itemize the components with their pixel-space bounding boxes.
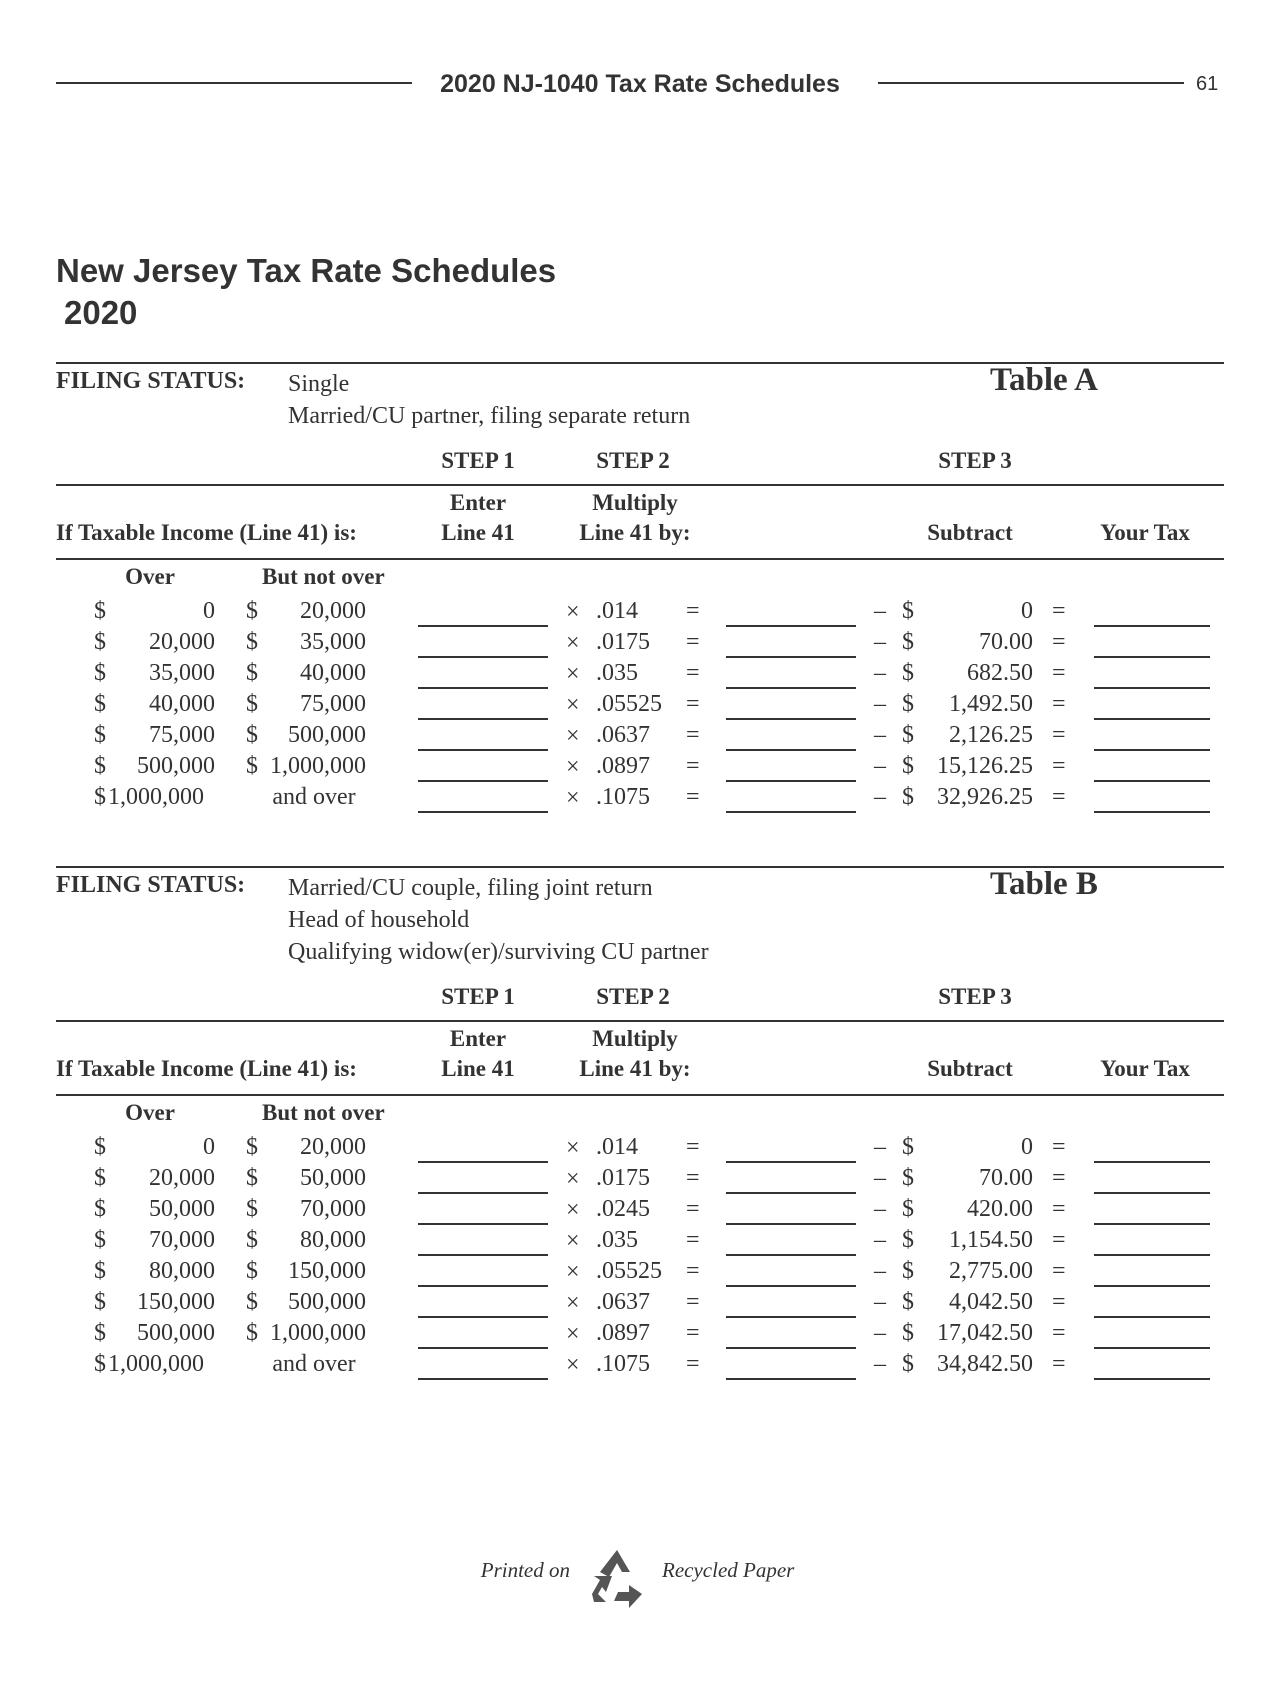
equals-sign: = <box>1052 1320 1066 1346</box>
subtract-header: Subtract <box>927 520 1013 545</box>
over-amount: 500,000 <box>137 753 215 779</box>
subtract-amount: 2,775.00 <box>949 1258 1033 1284</box>
times-sign: × <box>566 661 580 687</box>
product-blank <box>726 625 856 627</box>
line41-entry-blank <box>418 1161 548 1163</box>
times-sign: × <box>566 692 580 718</box>
product-blank <box>726 656 856 658</box>
product-blank <box>726 1285 856 1287</box>
subtract-amount: 70.00 <box>979 629 1033 655</box>
product-blank <box>726 1378 856 1380</box>
equals-sign: = <box>1052 1227 1066 1253</box>
equals-sign: = <box>686 629 700 655</box>
taxable-income-header: If Taxable Income (Line 41) is: <box>56 1056 357 1081</box>
minus-sign: – <box>874 1258 886 1284</box>
line41-entry-blank <box>418 811 548 813</box>
times-sign: × <box>566 1259 580 1285</box>
times-sign: × <box>566 754 580 780</box>
over-amount: 1,000,000 <box>108 1351 204 1377</box>
subtract-amount: 682.50 <box>967 660 1033 686</box>
product-blank <box>726 1161 856 1163</box>
equals-sign: = <box>686 598 700 624</box>
subtract-amount: 2,126.25 <box>949 722 1033 748</box>
step-rule <box>56 1020 1224 1022</box>
over-amount: 70,000 <box>149 1227 215 1253</box>
equals-sign: = <box>1052 598 1066 624</box>
table-row <box>0 1134 1280 1165</box>
line41-by-header: Line 41 by: <box>579 1056 691 1081</box>
over-dollar: $ <box>94 660 106 686</box>
subtract-dollar: $ <box>902 784 914 810</box>
not-over-dollar: $ <box>246 753 258 779</box>
over-amount: 20,000 <box>149 629 215 655</box>
times-sign: × <box>566 1166 580 1192</box>
but-not-over-header: But not over <box>262 564 385 589</box>
table-b-section <box>0 866 1280 1406</box>
table-row <box>0 1289 1280 1320</box>
over-dollar: $ <box>94 1227 106 1253</box>
over-amount: 35,000 <box>149 660 215 686</box>
footer-recycled-paper: Recycled Paper <box>662 1558 795 1582</box>
rate-value: .1075 <box>596 784 650 810</box>
over-dollar: $ <box>94 1258 106 1284</box>
minus-sign: – <box>874 1289 886 1315</box>
your-tax-blank <box>1094 780 1210 782</box>
minus-sign: – <box>874 629 886 655</box>
line41-entry-blank <box>418 718 548 720</box>
not-over-dollar: $ <box>246 629 258 655</box>
over-amount: 20,000 <box>149 1165 215 1191</box>
table-name: Table A <box>990 362 1098 398</box>
rate-value: .014 <box>596 1134 638 1160</box>
line41-header: Line 41 <box>441 1056 515 1081</box>
table-row <box>0 1196 1280 1227</box>
over-header: Over <box>125 564 175 589</box>
table-row <box>0 1227 1280 1258</box>
your-tax-blank <box>1094 718 1210 720</box>
not-over-amount: 75,000 <box>300 691 366 717</box>
subtract-amount: 0 <box>1021 1134 1033 1160</box>
product-blank <box>726 1347 856 1349</box>
line41-entry-blank <box>418 1316 548 1318</box>
not-over-dollar: $ <box>246 1227 258 1253</box>
over-amount: 1,000,000 <box>108 784 204 810</box>
table-row <box>0 691 1280 722</box>
equals-sign: = <box>686 1165 700 1191</box>
times-sign: × <box>566 723 580 749</box>
multiply-header: Multiply <box>592 490 678 515</box>
enter-header: Enter <box>449 490 507 515</box>
not-over-amount: 35,000 <box>300 629 366 655</box>
running-header-title: 2020 NJ-1040 Tax Rate Schedules <box>440 70 840 98</box>
table-row <box>0 1258 1280 1289</box>
subtract-dollar: $ <box>902 753 914 779</box>
equals-sign: = <box>686 691 700 717</box>
your-tax-blank <box>1094 656 1210 658</box>
product-blank <box>726 1223 856 1225</box>
table-row <box>0 1320 1280 1351</box>
over-dollar: $ <box>94 722 106 748</box>
your-tax-blank <box>1094 1223 1210 1225</box>
over-dollar: $ <box>94 598 106 624</box>
over-amount: 500,000 <box>137 1320 215 1346</box>
product-blank <box>726 749 856 751</box>
subtract-amount: 17,042.50 <box>937 1320 1033 1346</box>
not-over-amount: 1,000,000 <box>270 753 366 779</box>
over-amount: 80,000 <box>149 1258 215 1284</box>
equals-sign: = <box>686 1196 700 1222</box>
minus-sign: – <box>874 660 886 686</box>
not-over-amount: 80,000 <box>300 1227 366 1253</box>
product-blank <box>726 811 856 813</box>
equals-sign: = <box>1052 722 1066 748</box>
your-tax-blank <box>1094 1378 1210 1380</box>
not-over-dollar: $ <box>246 598 258 624</box>
equals-sign: = <box>1052 1134 1066 1160</box>
step1-header: STEP 1 <box>441 448 515 473</box>
equals-sign: = <box>686 1134 700 1160</box>
subtract-dollar: $ <box>902 1227 914 1253</box>
equals-sign: = <box>1052 1289 1066 1315</box>
table-row <box>0 1351 1280 1382</box>
multiply-header: Multiply <box>592 1026 678 1051</box>
enter-header: Enter <box>449 1026 507 1051</box>
subtract-amount: 32,926.25 <box>937 784 1033 810</box>
equals-sign: = <box>1052 1258 1066 1284</box>
equals-sign: = <box>1052 784 1066 810</box>
step2-header: STEP 2 <box>596 984 670 1009</box>
header-rule-right <box>878 82 1184 84</box>
table-row <box>0 784 1280 815</box>
minus-sign: – <box>874 1134 886 1160</box>
over-dollar: $ <box>94 1351 106 1377</box>
step-rule <box>56 484 1224 486</box>
table-row <box>0 1165 1280 1196</box>
subtract-dollar: $ <box>902 1320 914 1346</box>
not-over-amount: and over <box>272 784 356 810</box>
table-name: Table B <box>990 866 1098 902</box>
filing-status-list <box>288 368 690 432</box>
over-dollar: $ <box>94 629 106 655</box>
equals-sign: = <box>1052 1351 1066 1377</box>
times-sign: × <box>566 1135 580 1161</box>
times-sign: × <box>566 1321 580 1347</box>
not-over-dollar: $ <box>246 722 258 748</box>
rate-value: .0637 <box>596 722 650 748</box>
not-over-amount: 40,000 <box>300 660 366 686</box>
your-tax-header: Your Tax <box>1100 1056 1190 1081</box>
table-row <box>0 660 1280 691</box>
filing-status-value: Head of household <box>288 907 470 933</box>
not-over-dollar: $ <box>246 1320 258 1346</box>
filing-status-value: Married/CU partner, filing separate return <box>288 403 691 429</box>
rate-value: .0897 <box>596 753 650 779</box>
line41-entry-blank <box>418 625 548 627</box>
line41-entry-blank <box>418 656 548 658</box>
your-tax-blank <box>1094 625 1210 627</box>
equals-sign: = <box>686 784 700 810</box>
your-tax-blank <box>1094 1161 1210 1163</box>
over-amount: 75,000 <box>149 722 215 748</box>
product-blank <box>726 1192 856 1194</box>
equals-sign: = <box>1052 660 1066 686</box>
step3-header: STEP 3 <box>938 984 1012 1009</box>
minus-sign: – <box>874 1227 886 1253</box>
subtract-amount: 0 <box>1021 598 1033 624</box>
filing-status-list <box>288 872 709 968</box>
rate-value: .0175 <box>596 629 650 655</box>
rate-value: .0637 <box>596 1289 650 1315</box>
line41-entry-blank <box>418 749 548 751</box>
line41-entry-blank <box>418 687 548 689</box>
subtract-header: Subtract <box>927 1056 1013 1081</box>
subtract-amount: 1,154.50 <box>949 1227 1033 1253</box>
times-sign: × <box>566 1197 580 1223</box>
subtract-amount: 1,492.50 <box>949 691 1033 717</box>
over-dollar: $ <box>94 1134 106 1160</box>
not-over-dollar: $ <box>246 1196 258 1222</box>
line41-header: Line 41 <box>441 520 515 545</box>
equals-sign: = <box>686 722 700 748</box>
subtract-amount: 70.00 <box>979 1165 1033 1191</box>
line41-entry-blank <box>418 1285 548 1287</box>
line41-entry-blank <box>418 1254 548 1256</box>
equals-sign: = <box>686 1227 700 1253</box>
equals-sign: = <box>1052 753 1066 779</box>
subtract-dollar: $ <box>902 1134 914 1160</box>
times-sign: × <box>566 630 580 656</box>
not-over-dollar: $ <box>246 1289 258 1315</box>
step2-header: STEP 2 <box>596 448 670 473</box>
subtract-dollar: $ <box>902 1196 914 1222</box>
column-header-rule <box>56 1094 1224 1096</box>
rate-value: .014 <box>596 598 638 624</box>
minus-sign: – <box>874 722 886 748</box>
your-tax-blank <box>1094 1285 1210 1287</box>
product-blank <box>726 1254 856 1256</box>
filing-status-value: Single <box>288 371 350 397</box>
column-header-rule <box>56 558 1224 560</box>
equals-sign: = <box>686 660 700 686</box>
recycle-icon <box>584 1546 650 1612</box>
step1-header: STEP 1 <box>441 984 515 1009</box>
subtract-amount: 34,842.50 <box>937 1351 1033 1377</box>
subtract-dollar: $ <box>902 722 914 748</box>
your-tax-blank <box>1094 1192 1210 1194</box>
rate-value: .05525 <box>596 691 662 717</box>
minus-sign: – <box>874 1320 886 1346</box>
rate-value: .0175 <box>596 1165 650 1191</box>
equals-sign: = <box>1052 629 1066 655</box>
subtract-dollar: $ <box>902 1165 914 1191</box>
line41-entry-blank <box>418 1347 548 1349</box>
rate-value: .0245 <box>596 1196 650 1222</box>
subtract-amount: 15,126.25 <box>937 753 1033 779</box>
subtract-amount: 420.00 <box>967 1196 1033 1222</box>
rate-value: .05525 <box>596 1258 662 1284</box>
line41-entry-blank <box>418 780 548 782</box>
line41-entry-blank <box>418 1192 548 1194</box>
table-row <box>0 598 1280 629</box>
subtract-dollar: $ <box>902 1289 914 1315</box>
not-over-dollar: $ <box>246 691 258 717</box>
equals-sign: = <box>686 1351 700 1377</box>
over-dollar: $ <box>94 1289 106 1315</box>
subtract-dollar: $ <box>902 691 914 717</box>
your-tax-blank <box>1094 1347 1210 1349</box>
minus-sign: – <box>874 1165 886 1191</box>
times-sign: × <box>566 1352 580 1378</box>
minus-sign: – <box>874 1196 886 1222</box>
not-over-amount: 500,000 <box>288 722 366 748</box>
product-blank <box>726 1316 856 1318</box>
table-row <box>0 722 1280 753</box>
table-row <box>0 629 1280 660</box>
minus-sign: – <box>874 691 886 717</box>
filing-status-value: Qualifying widow(er)/surviving CU partner <box>288 939 709 965</box>
subtract-dollar: $ <box>902 598 914 624</box>
not-over-dollar: $ <box>246 1165 258 1191</box>
table-row <box>0 753 1280 784</box>
equals-sign: = <box>1052 1196 1066 1222</box>
your-tax-blank <box>1094 1316 1210 1318</box>
over-dollar: $ <box>94 784 106 810</box>
times-sign: × <box>566 599 580 625</box>
over-dollar: $ <box>94 1196 106 1222</box>
rate-value: .035 <box>596 1227 638 1253</box>
not-over-amount: 150,000 <box>288 1258 366 1284</box>
not-over-dollar: $ <box>246 660 258 686</box>
line41-by-header: Line 41 by: <box>579 520 691 545</box>
your-tax-blank <box>1094 1254 1210 1256</box>
rate-value: .1075 <box>596 1351 650 1377</box>
rate-value: .035 <box>596 660 638 686</box>
line41-entry-blank <box>418 1223 548 1225</box>
not-over-amount: 50,000 <box>300 1165 366 1191</box>
product-blank <box>726 687 856 689</box>
subtract-dollar: $ <box>902 1258 914 1284</box>
over-dollar: $ <box>94 1165 106 1191</box>
not-over-amount: 20,000 <box>300 598 366 624</box>
not-over-dollar: $ <box>246 1134 258 1160</box>
rate-value: .0897 <box>596 1320 650 1346</box>
minus-sign: – <box>874 598 886 624</box>
equals-sign: = <box>686 753 700 779</box>
over-dollar: $ <box>94 1320 106 1346</box>
subtract-amount: 4,042.50 <box>949 1289 1033 1315</box>
equals-sign: = <box>686 1320 700 1346</box>
page-number: 61 <box>1196 73 1219 95</box>
times-sign: × <box>566 1290 580 1316</box>
minus-sign: – <box>874 784 886 810</box>
not-over-amount: 70,000 <box>300 1196 366 1222</box>
over-amount: 40,000 <box>149 691 215 717</box>
equals-sign: = <box>686 1289 700 1315</box>
your-tax-header: Your Tax <box>1100 520 1190 545</box>
subtract-dollar: $ <box>902 1351 914 1377</box>
subtract-dollar: $ <box>902 660 914 686</box>
footer-printed-on: Printed on <box>480 1558 570 1582</box>
equals-sign: = <box>1052 1165 1066 1191</box>
over-dollar: $ <box>94 691 106 717</box>
filing-status-label: FILING STATUS: <box>56 368 246 394</box>
product-blank <box>726 780 856 782</box>
filing-status-value: Married/CU couple, filing joint return <box>288 875 653 901</box>
minus-sign: – <box>874 753 886 779</box>
times-sign: × <box>566 1228 580 1254</box>
page-year: 2020 <box>64 294 138 331</box>
table-a-section <box>0 362 1280 902</box>
your-tax-blank <box>1094 687 1210 689</box>
recycle-icon <box>584 1546 650 1612</box>
but-not-over-header: But not over <box>262 1100 385 1125</box>
times-sign: × <box>566 785 580 811</box>
your-tax-blank <box>1094 811 1210 813</box>
not-over-dollar: $ <box>246 1258 258 1284</box>
not-over-amount: 500,000 <box>288 1289 366 1315</box>
subtract-dollar: $ <box>902 629 914 655</box>
over-amount: 0 <box>203 1134 215 1160</box>
step3-header: STEP 3 <box>938 448 1012 473</box>
over-amount: 0 <box>203 598 215 624</box>
over-dollar: $ <box>94 753 106 779</box>
filing-status-label: FILING STATUS: <box>56 872 246 898</box>
page-title: New Jersey Tax Rate Schedules <box>56 252 557 289</box>
line41-entry-blank <box>418 1378 548 1380</box>
not-over-amount: and over <box>272 1351 356 1377</box>
over-header: Over <box>125 1100 175 1125</box>
equals-sign: = <box>1052 691 1066 717</box>
taxable-income-header: If Taxable Income (Line 41) is: <box>56 520 357 545</box>
your-tax-blank <box>1094 749 1210 751</box>
over-amount: 50,000 <box>149 1196 215 1222</box>
equals-sign: = <box>686 1258 700 1284</box>
minus-sign: – <box>874 1351 886 1377</box>
over-amount: 150,000 <box>137 1289 215 1315</box>
not-over-amount: 1,000,000 <box>270 1320 366 1346</box>
not-over-amount: 20,000 <box>300 1134 366 1160</box>
product-blank <box>726 718 856 720</box>
